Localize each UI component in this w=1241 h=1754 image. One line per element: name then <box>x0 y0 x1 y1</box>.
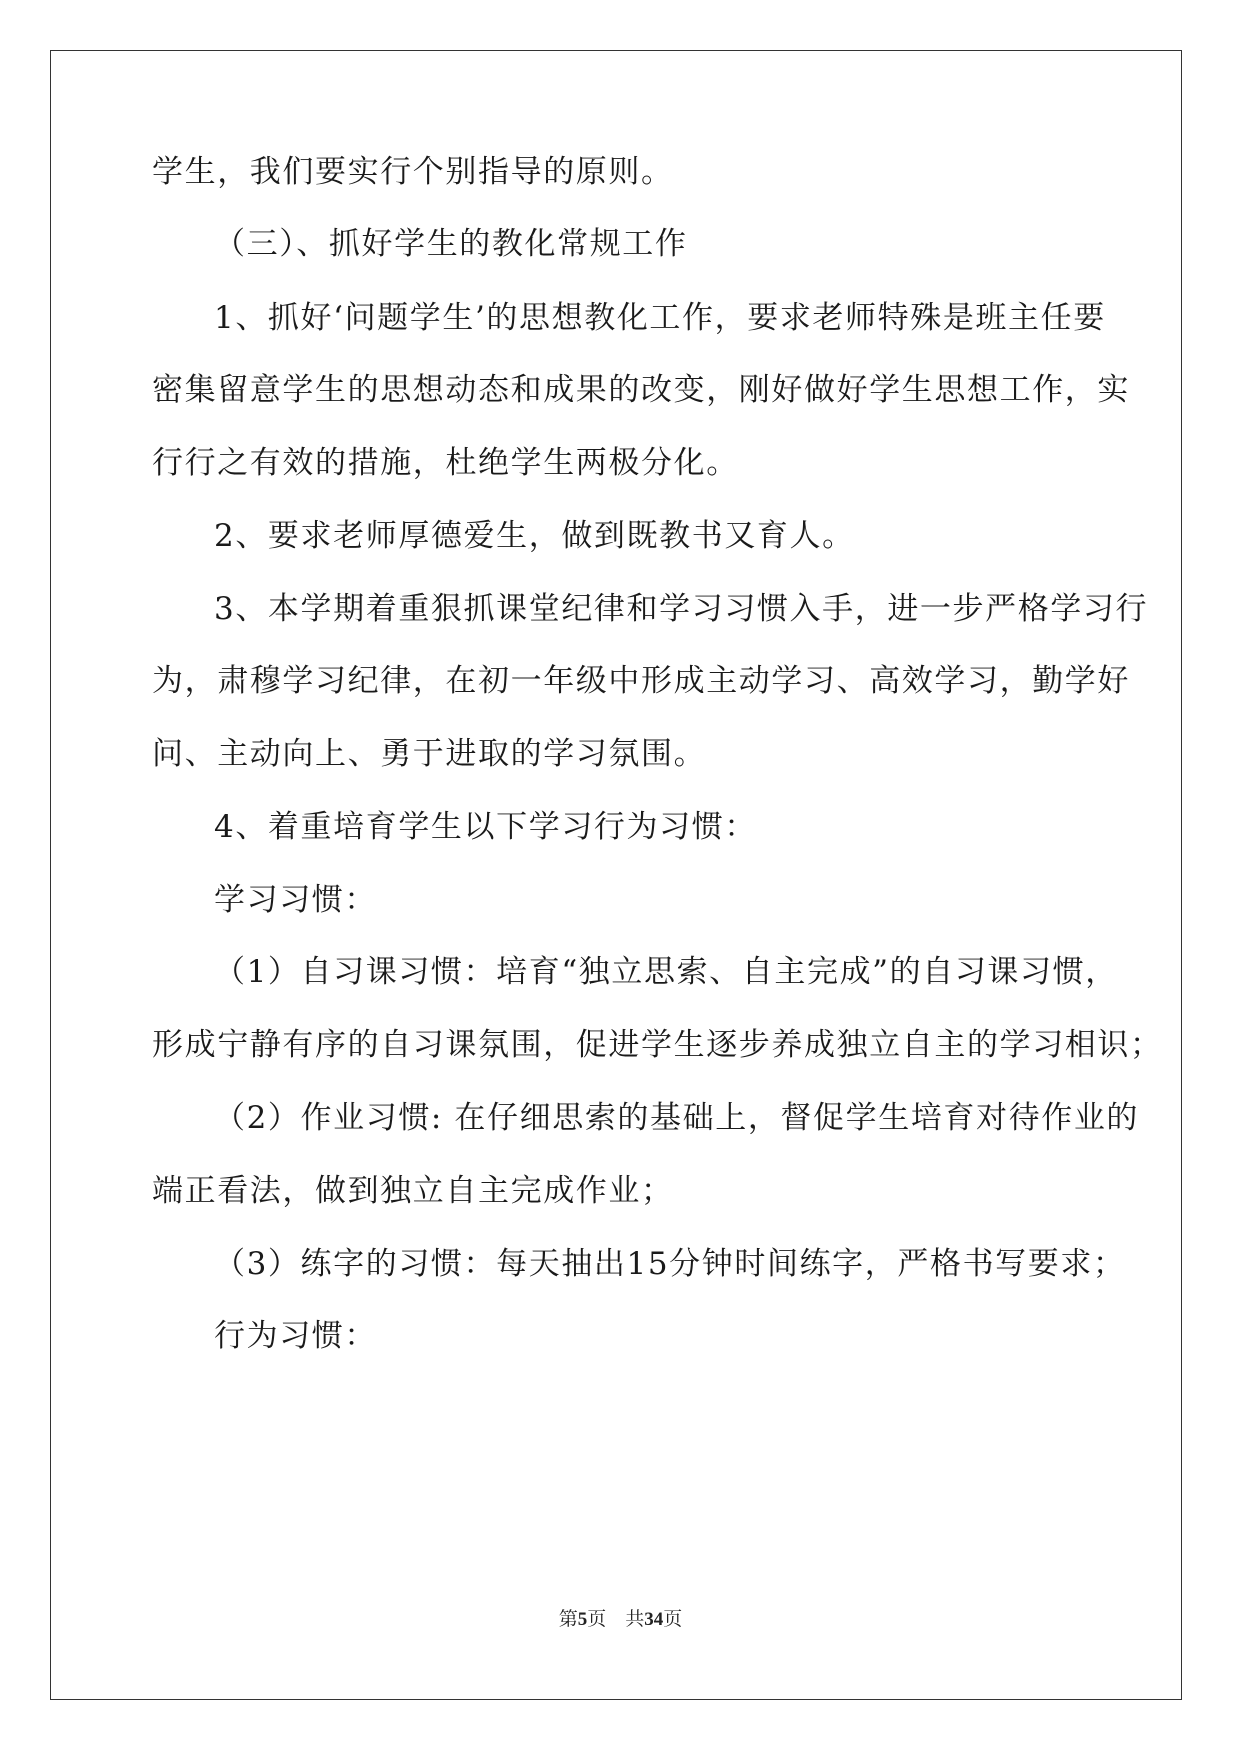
text-line: 行行之有效的措施，杜绝学生两极分化。 <box>152 445 739 481</box>
footer-suffix: 页 <box>663 1609 683 1630</box>
text-line: 4、着重培育学生以下学习行为习惯： <box>214 809 757 845</box>
text-line: 3、本学期着重狠抓课堂纪律和学习习惯入手，进一步严格学习行 <box>214 591 1149 627</box>
text-line: （3）练字的习惯：每天抽出15分钟时间练字，严格书写要求； <box>214 1246 1126 1282</box>
text-line: 2、要求老师厚德爱生，做到既教书又育人。 <box>214 518 855 554</box>
page-footer <box>0 1608 1241 1632</box>
text-line: （1）自习课习惯：培育“独立思索、自主完成”的自习课习惯， <box>214 954 1118 990</box>
text-line: 端正看法，做到独立自主完成作业； <box>152 1173 674 1209</box>
text-line: 1、抓好‘问题学生’的思想教化工作，要求老师特殊是班主任要 <box>214 300 1106 336</box>
text-line: 学生，我们要实行个别指导的原则。 <box>152 154 674 190</box>
subheading: 行为习惯： <box>214 1318 377 1354</box>
text-line: 形成宁静有序的自习课氛围，促进学生逐步养成独立自主的学习相识； <box>152 1027 1163 1063</box>
text-line: 密集留意学生的思想动态和成果的改变，刚好做好学生思想工作，实 <box>152 372 1130 408</box>
text-line: 问、主动向上、勇于进取的学习氛围。 <box>152 736 707 772</box>
footer-page-number: 5 <box>577 1609 588 1630</box>
text-line: （2）作业习惯: 在仔细思索的基础上，督促学生培育对待作业的 <box>214 1100 1140 1136</box>
subheading: 学习习惯： <box>214 882 377 918</box>
footer-total-pages: 34 <box>644 1609 664 1630</box>
text-line: 为，肃穆学习纪律，在初一年级中形成主动学习、高效学习，勤学好 <box>152 663 1130 699</box>
footer-mid: 页 共 <box>587 1609 645 1630</box>
section-heading: （三）、抓好学生的教化常规工作 <box>214 226 688 262</box>
footer-prefix: 第 <box>558 1609 578 1630</box>
